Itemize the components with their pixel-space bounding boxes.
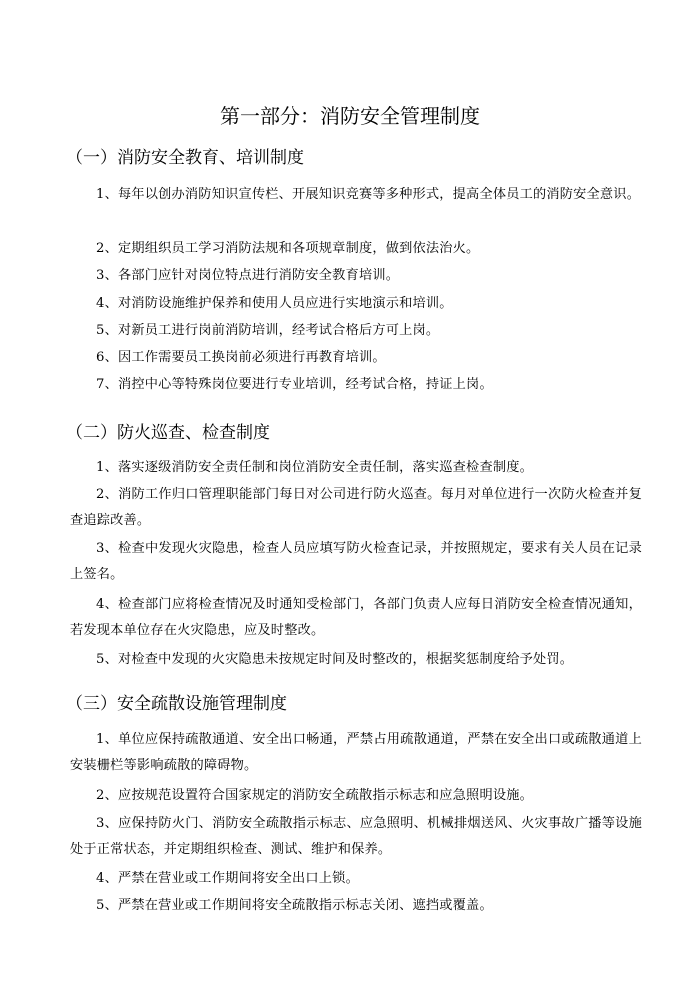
paragraph: 5、对新员工进行岗前消防培训，经考试合格后方可上岗。 [96, 323, 440, 338]
paragraph: 6、因工作需要员工换岗前必须进行再教育培训。 [96, 350, 386, 365]
paragraph: 3、应保持防火门、消防安全疏散指示标志、应急照明、机械排烟送风、火灾事故广播等设施处于正常状态，并定期组织检查、测试、维护和保养。 [70, 816, 642, 857]
paragraph: 2、消防工作归口管理职能部门每日对公司进行防火巡查。每月对单位进行一次防火检查并复查追踪改善。 [70, 487, 642, 528]
paragraph: 7、消控中心等特殊岗位要进行专业培训，经考试合格，持证上岗。 [96, 377, 493, 392]
paragraph: 4、检查部门应将检查情况及时通知受检部门，各部门负责人应每日消防安全检查情况通知，若发现本单位存在火灾隐患，应及时整改。 [70, 597, 642, 638]
paragraph: 3、检查中发现火灾隐患，检查人员应填写防火检查记录，并按照规定，要求有关人员在记录上签名。 [70, 541, 642, 582]
paragraph: 4、对消防设施维护保养和使用人员应进行实地演示和培训。 [96, 296, 453, 311]
paragraph: 3、各部门应针对岗位特点进行消防安全教育培训。 [96, 268, 400, 283]
paragraph: 1、落实逐级消防安全责任制和岗位消防安全责任制，落实巡查检查制度。 [96, 460, 533, 475]
paragraph: 2、定期组织员工学习消防法规和各项规章制度，做到依法治火。 [96, 241, 480, 256]
paragraph: 4、严禁在营业或工作期间将安全出口上锁。 [96, 871, 359, 886]
page-title: 第一部分：消防安全管理制度 [220, 104, 480, 128]
paragraph: 1、每年以创办消防知识宣传栏、开展知识竞赛等多种形式，提高全体员工的消防安全意识。 [96, 187, 641, 202]
section-heading-education: （一）消防安全教育、培训制度 [66, 148, 304, 168]
paragraph: 5、对检查中发现的火灾隐患未按规定时间及时整改的，根据奖惩制度给予处罚。 [96, 652, 574, 667]
section-heading-inspection: （二）防火巡查、检查制度 [66, 423, 270, 443]
paragraph: 1、单位应保持疏散通道、安全出口畅通，严禁占用疏散通道，严禁在安全出口或疏散通道上安装栅栏等影响疏散的障碍物。 [70, 732, 642, 773]
section-heading-evacuation: （三）安全疏散设施管理制度 [66, 694, 287, 714]
paragraph: 5、严禁在营业或工作期间将安全疏散指示标志关闭、遮挡或覆盖。 [96, 898, 493, 913]
paragraph: 2、应按规范设置符合国家规定的消防安全疏散指示标志和应急照明设施。 [96, 788, 533, 803]
